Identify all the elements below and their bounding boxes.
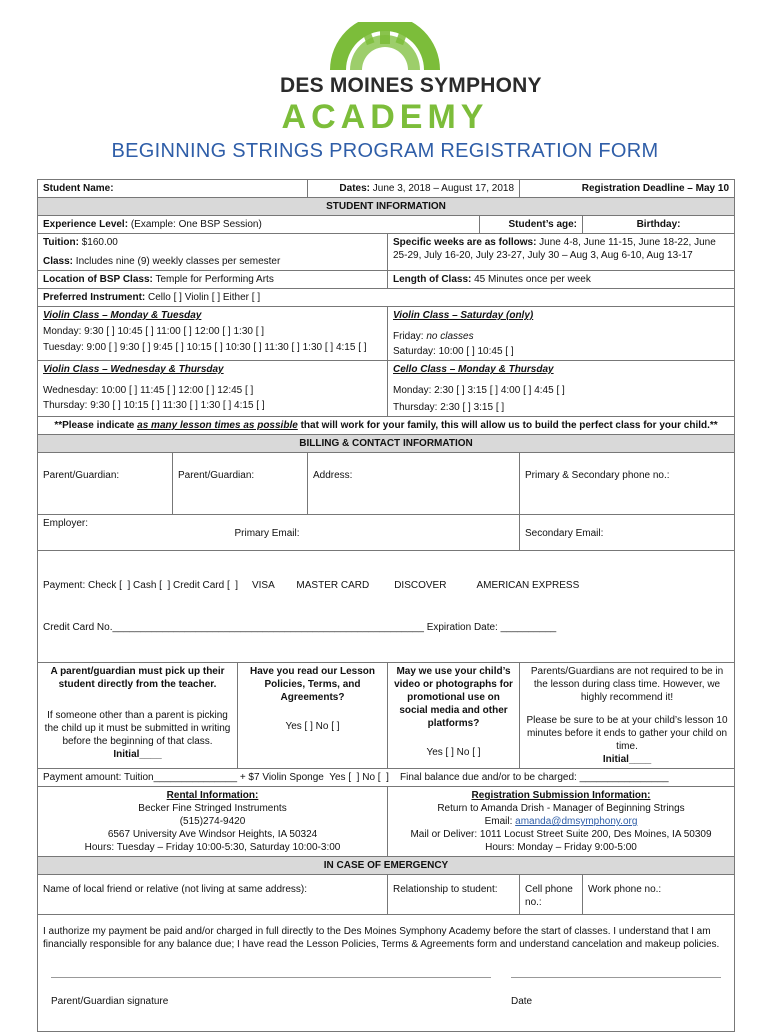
violin-mt-tuesday: Tuesday: 9:00 [ ] 9:30 [ ] 9:45 [ ] 10:15 [ ] 10:30 [ ] 11:30 [ ] 1:30 [ ] 4:15 [ ]	[43, 342, 367, 353]
violin-wt-wednesday: Wednesday: 10:00 [ ] 11:45 [ ] 12:00 [ ] 12:45 [ ]	[43, 385, 254, 396]
instrument-options: Cello [ ] Violin [ ] Either [ ]	[145, 292, 261, 303]
relationship-field[interactable]	[388, 875, 520, 915]
address-field[interactable]	[308, 453, 520, 515]
media-consent-cell	[388, 663, 520, 769]
billing-contact-header: BILLING & CONTACT INFORMATION	[38, 435, 735, 453]
parent-signature-label: Parent/Guardian signature	[51, 996, 169, 1007]
media-consent-yes-no[interactable]: Yes [ ] No [ ]	[426, 747, 481, 758]
cello-monday-thursday-block[interactable]	[388, 361, 735, 417]
pickup-note: If someone other than a parent is picking the child up it must be submitted in writing before the beginning of that class.	[44, 710, 231, 747]
dates-cell	[308, 180, 520, 198]
cello-mt-monday: Monday: 2:30 [ ] 3:15 [ ] 4:00 [ ] 4:45 [ ]	[393, 385, 565, 396]
student-age-field[interactable]	[480, 216, 583, 234]
preferred-instrument-field[interactable]	[38, 289, 735, 307]
phone-label: Primary & Secondary phone no.:	[525, 470, 670, 481]
payment-amount-field[interactable]: Payment amount: Tuition_______________ + $7 Violin Sponge Yes [ ] No [ ] Final balance due and/or to be charged: ________________	[38, 769, 735, 787]
employer-field[interactable]	[38, 515, 173, 551]
secondary-email-label: Secondary Email:	[525, 528, 604, 539]
violin-monday-tuesday-block[interactable]	[38, 307, 388, 361]
policies-title: Have you read our Lesson Policies, Terms, and Agreements?	[249, 666, 376, 703]
submission-information	[388, 787, 735, 857]
rental-hours: Hours: Tuesday – Friday 10:00-5:30, Saturday 10:00-3:00	[84, 842, 341, 853]
experience-level-field[interactable]	[38, 216, 480, 234]
registration-deadline: Registration Deadline – May 10	[520, 180, 735, 198]
emergency-header: IN CASE OF EMERGENCY	[38, 857, 735, 875]
date-rule	[511, 977, 721, 978]
violin-wednesday-thursday-block[interactable]	[38, 361, 388, 417]
tuition-label: Tuition:	[43, 237, 79, 248]
authorization-statement: I authorize my payment be paid and/or charged in full directly to the Des Moines Symphony Academy before the start of classes. I understand that I am financially responsible for any balance due; I have read the Lesson Policies, Terms & Agreements form and understand cancelation and makeup policies.	[43, 926, 720, 950]
rental-store: Becker Fine Stringed Instruments	[138, 803, 287, 814]
parent-guardian-2-field[interactable]	[173, 453, 308, 515]
parents-attendance-cell	[520, 663, 735, 769]
violin-mt-title: Violin Class – Monday & Tuesday	[43, 310, 202, 321]
parent1-label: Parent/Guardian:	[43, 470, 120, 481]
parent-signature-line[interactable]	[51, 973, 491, 978]
work-phone-label: Work phone no.:	[588, 884, 662, 895]
notice-pre: **Please indicate	[54, 420, 138, 431]
cello-mt-thursday: Thursday: 2:30 [ ] 3:15 [ ]	[393, 402, 505, 413]
experience-label: Experience Level:	[43, 219, 129, 230]
length-label: Length of Class:	[393, 274, 472, 285]
submission-contact: Return to Amanda Drish - Manager of Beginning Strings	[437, 803, 685, 814]
symphony-fan-logo-icon	[320, 22, 450, 72]
credit-card-line: Credit Card No.________________________________________________________ Expiration Date: __________	[43, 622, 557, 633]
student-information-header: STUDENT INFORMATION	[38, 198, 735, 216]
pickup-title: A parent/guardian must pick up their student directly from the teacher.	[50, 666, 225, 690]
policies-yes-no[interactable]: Yes [ ] No [ ]	[285, 721, 340, 732]
email-label: Email:	[484, 816, 516, 827]
rental-address: 6567 University Ave Windsor Heights, IA 50324	[107, 829, 318, 840]
submission-email-link[interactable]: amanda@dmsymphony.org	[515, 816, 638, 827]
length-cell	[388, 271, 735, 289]
payment-method-field[interactable]	[38, 551, 735, 663]
violin-wt-thursday: Thursday: 9:30 [ ] 10:15 [ ] 11:30 [ ] 1:30 [ ] 4:15 [ ]	[43, 400, 265, 411]
friday-label: Friday:	[393, 331, 427, 342]
class-label: Class:	[43, 256, 74, 267]
specific-weeks-cell	[388, 234, 735, 271]
address-label: Address:	[313, 470, 353, 481]
violin-sat-saturday: Saturday: 10:00 [ ] 10:45 [ ]	[393, 346, 514, 357]
notice-post: that will work for your family, this will allow us to build the perfect class for your child.**	[297, 420, 718, 431]
employer-label: Employer:	[43, 518, 89, 529]
submission-hours: Hours: Monday – Friday 9:00-5:00	[485, 842, 637, 853]
emergency-contact-name-field[interactable]	[38, 875, 388, 915]
date-label: Date	[511, 996, 533, 1007]
signature-rule	[51, 977, 491, 978]
policies-question-cell	[238, 663, 388, 769]
weeks-value: June 4-8, June 11-15, June 18-22, June 25-29, July 16-20, July 23-27, July 30 – Aug 3, Aug 6-10, Aug 13-17	[393, 237, 716, 261]
birthday-label: Birthday:	[636, 219, 681, 230]
rental-phone: (515)274-9420	[179, 816, 246, 827]
submission-address: Mail or Deliver: 1011 Locust Street Suite 200, Des Moines, IA 50309	[410, 829, 712, 840]
friday-value: no classes	[426, 331, 474, 342]
parent-guardian-1-field[interactable]	[38, 453, 173, 515]
rental-title: Rental Information:	[166, 790, 259, 801]
violin-mt-monday: Monday: 9:30 [ ] 10:45 [ ] 11:00 [ ] 12:00 [ ] 1:30 [ ]	[43, 326, 265, 337]
notice-emphasis: as many lesson times as possible	[137, 420, 298, 431]
cell-phone-label: Cell phone no.:	[525, 884, 573, 908]
birthday-field[interactable]	[583, 216, 735, 234]
date-signature-line[interactable]	[511, 973, 721, 978]
work-phone-field[interactable]	[583, 875, 735, 915]
media-consent-title: May we use your child’s video or photographs for promotional use on social media and other platforms?	[394, 666, 513, 729]
tuition-value: $160.00	[78, 237, 118, 248]
registration-form-table	[37, 179, 735, 1032]
violin-wt-title: Violin Class – Wednesday & Thursday	[43, 364, 224, 375]
student-age-label: Student’s age:	[508, 219, 578, 230]
pickup-initial[interactable]: Initial____	[113, 749, 162, 760]
relationship-label: Relationship to student:	[393, 884, 498, 895]
violin-saturday-block[interactable]	[388, 307, 735, 361]
phone-field[interactable]	[520, 453, 735, 515]
rental-information	[38, 787, 388, 857]
location-label: Location of BSP Class:	[43, 274, 153, 285]
tuition-cell	[38, 234, 388, 271]
secondary-email-field[interactable]	[520, 515, 735, 551]
emergency-name-label: Name of local friend or relative (not living at same address):	[43, 884, 308, 895]
cello-mt-title: Cello Class – Monday & Thursday	[393, 364, 554, 375]
on-time-initial[interactable]: Initial____	[602, 754, 652, 765]
form-title: BEGINNING STRINGS PROGRAM REGISTRATION FORM	[111, 140, 659, 162]
class-value: Includes nine (9) weekly classes per semester	[73, 256, 281, 267]
pickup-policy-cell	[38, 663, 238, 769]
instrument-label: Preferred Instrument:	[43, 292, 146, 303]
on-time-note: Please be sure to be at your child’s lesson 10 minutes before it ends to gather your child on time.	[526, 715, 728, 752]
parent2-label: Parent/Guardian:	[178, 470, 255, 481]
parents-note: Parents/Guardians are not required to be in the lesson during class time. However, we highly recommend it!	[530, 666, 724, 703]
org-name: DES MOINES SYMPHONY	[280, 74, 542, 97]
student-row	[38, 180, 735, 198]
authorization-cell	[38, 915, 735, 1032]
dates-value: June 3, 2018 – August 17, 2018	[370, 183, 515, 194]
primary-email-field[interactable]	[173, 515, 520, 551]
location-cell	[38, 271, 388, 289]
academy-wordmark: ACADEMY	[281, 98, 489, 136]
length-value: 45 Minutes once per week	[471, 274, 591, 285]
weeks-label: Specific weeks are as follows:	[393, 237, 537, 248]
experience-example: (Example: One BSP Session)	[128, 219, 262, 230]
student-name-field[interactable]	[38, 180, 308, 198]
payment-method-line: Payment: Check [ ] Cash [ ] Credit Card [ ] VISA MASTER CARD DISCOVER AMERICAN EXPRESS	[43, 580, 580, 591]
location-value: Temple for Performing Arts	[152, 274, 274, 285]
dates-label: Dates:	[339, 183, 370, 194]
violin-sat-title: Violin Class – Saturday (only)	[393, 310, 534, 321]
submission-title: Registration Submission Information:	[471, 790, 651, 801]
student-name-label: Student Name:	[43, 183, 114, 194]
primary-email-label: Primary Email:	[234, 528, 300, 539]
lesson-times-notice	[38, 417, 735, 435]
academy-logo	[280, 22, 542, 142]
cell-phone-field[interactable]	[520, 875, 583, 915]
